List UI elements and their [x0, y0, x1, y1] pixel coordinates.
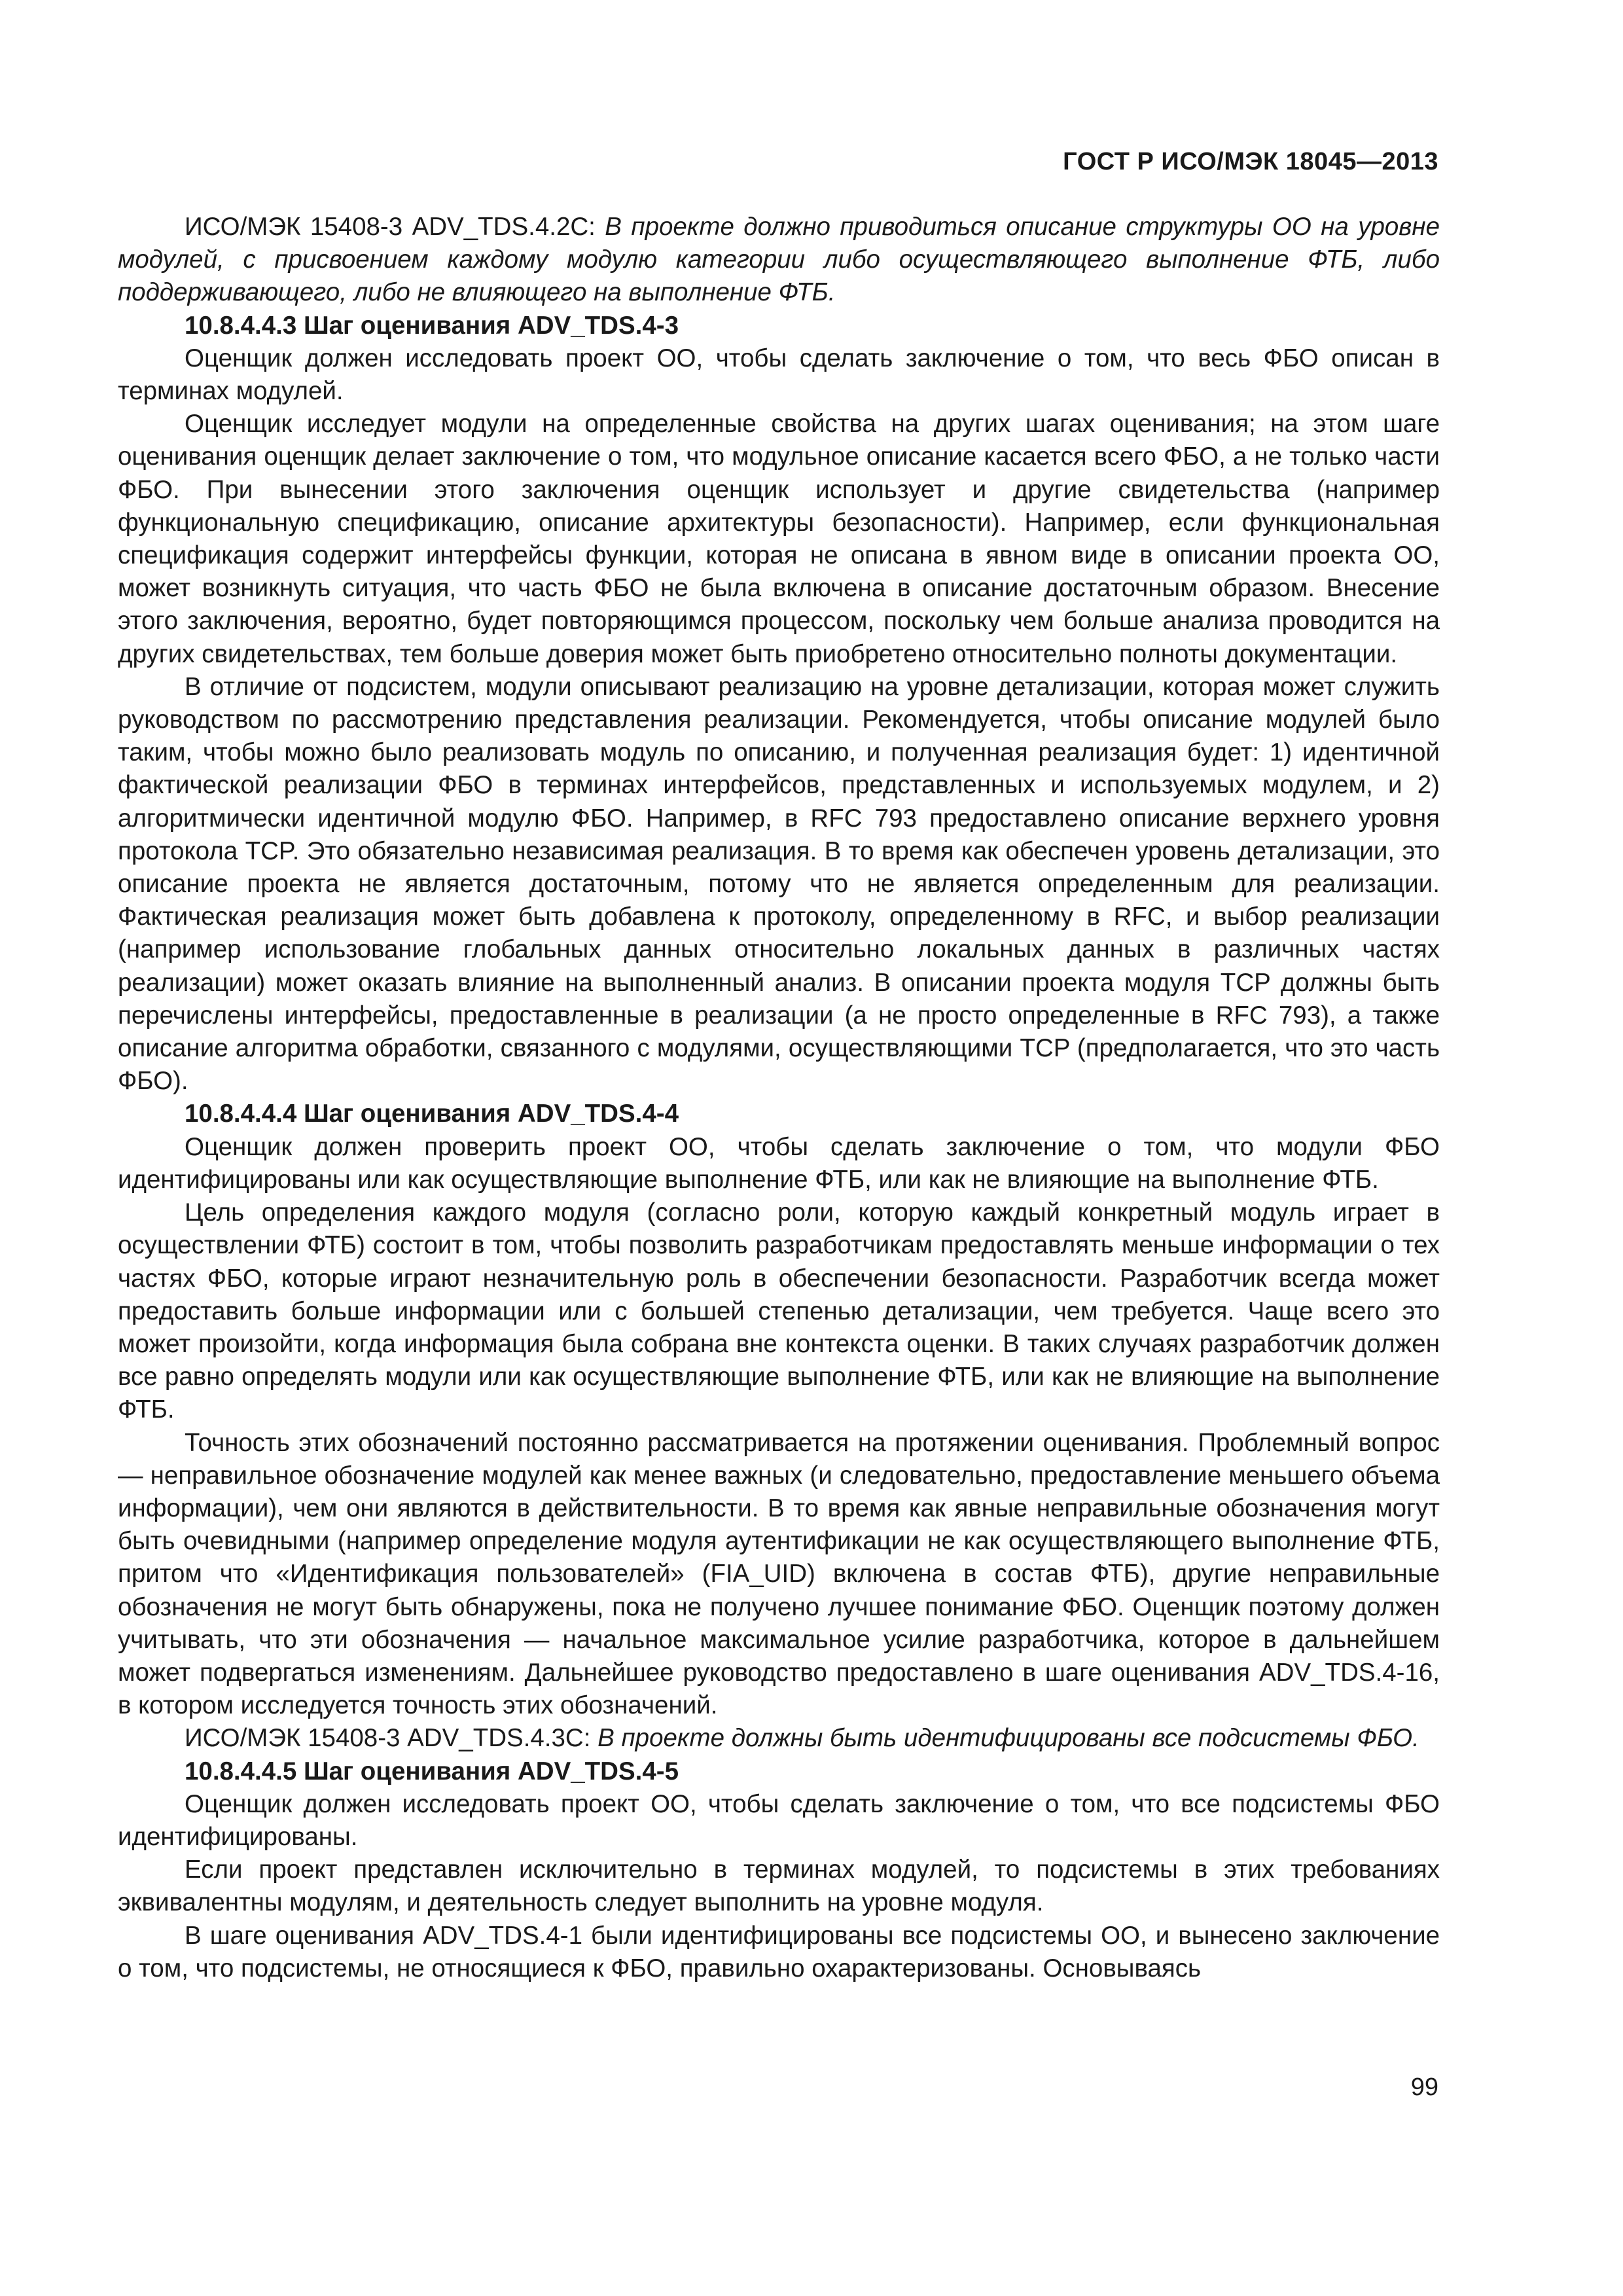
document-body [118, 211, 1440, 1985]
text-run: В отличие от подсистем, модули описывают реализацию на уровне детализации, которая может служить руководством по рассмотрению представления реализации. Рекомендуется, чтобы описание модулей было таким, чтобы можно было реализовать модуль по описанию, и полученная реализация будет: 1) идентичной фактической реализации ФБО в терминах интерфейсов, представленных и используемых модулем, и 2) алгоритмически идентичной модулю ФБО. Например, в RFC 793 предоставлено описание верхнего уровня протокола TCP. Это обязательно независимая реализация. В то время как обеспечен уровень детализации, это описание проекта не является достаточным, потому что не является определенным для реализации. Фактическая реализация может быть добавлена к протоколу, определенному в RFC, и выбор реализации (например использование глобальных данных относительно локальных данных в различных частях реализации) может оказать влияние на выполненный анализ. В описании проекта модуля TCP должны быть перечислены интерфейсы, предоставленные в реализации (а не просто определенные в RFC 793), а также описание алгоритма обработки, связанного с модулями, осуществляющими TCP (предполагается, что это часть ФБО). [118, 672, 1440, 1096]
paragraph [118, 671, 1440, 1098]
text-run: Оценщик должен проверить проект ОО, чтобы сделать заключение о том, что модули ФБО идентифицированы или как осуществляющие выполнение ФТБ, или как не влияющие на выполнение ФТБ. [118, 1132, 1440, 1194]
italic-text: В проекте должно приводиться описание структуры ОО на уровне модулей, с присвоением каждому модулю категории либо осуществляющего выполнение ФТБ, либо поддерживающего, либо не влияющего на выполнение ФТБ. [118, 213, 1440, 307]
paragraph [118, 1920, 1440, 1985]
text-run: Если проект представлен исключительно в терминах модулей, то подсистемы в этих требованиях эквивалентны модулям, и деятельность следует выполнить на уровне модуля. [118, 1856, 1440, 1917]
text-run: ИСО/МЭК 15408-3 ADV_TDS.4.2C: [185, 213, 605, 241]
text-run: 10.8.4.4.3 Шаг оценивания ADV_TDS.4-3 [185, 311, 679, 340]
paragraph [118, 408, 1440, 671]
paragraph [118, 211, 1440, 310]
text-run: ИСО/МЭК 15408-3 ADV_TDS.4.3C: [185, 1724, 598, 1753]
paragraph [118, 1722, 1440, 1755]
text-run: 10.8.4.4.4 Шаг оценивания ADV_TDS.4-4 [185, 1100, 679, 1128]
text-run: Цель определения каждого модуля (согласно роли, которую каждый конкретный модуль играет в осуществлении ФТБ) состоит в том, чтобы позволить разработчикам предоставлять меньше информации о тех частях ФБО, которые играют незначительную роль в обеспечении безопасности. Разработчик всегда может предоставить больше информации или с большей степенью детализации, чем требуется. Чаще всего это может произойти, когда информация была собрана вне контекста оценки. В таких случаях разработчик должен все равно определять модули или как осуществляющие выполнение ФТБ, или как не влияющие на выполнение ФТБ. [118, 1198, 1440, 1424]
section-heading [118, 1755, 1440, 1788]
text-run: Оценщик должен исследовать проект ОО, чтобы сделать заключение о том, что весь ФБО описан в терминах модулей. [118, 344, 1440, 406]
paragraph [118, 1196, 1440, 1426]
section-heading [118, 1098, 1440, 1130]
text-run: Точность этих обозначений постоянно рассматривается на протяжении оценивания. Проблемный вопрос — неправильное обозначение модулей как менее важных (и следовательно, предоставление меньшего объема информации), чем они являются в действительности. В то время как явные неправильные обозначения могут быть очевидными (например определение модуля аутентификации не как осуществляющего выполнение ФТБ, притом что «Идентификация пользователей» (FIA_UID) включена в состав ФТБ), другие неправильные обозначения не могут быть обнаружены, пока не получено лучшее понимание ФБО. Оценщик поэтому должен учитывать, что эти обозначения — начальное максимальное усилие разработчика, которое в дальнейшем может подвергаться изменениям. Дальнейшее руководство предоставлено в шаге оценивания ADV_TDS.4-16, в котором исследуется точность этих обозначений. [118, 1428, 1440, 1720]
section-heading [118, 310, 1440, 342]
page-number: 99 [1410, 2073, 1438, 2101]
paragraph [118, 1131, 1440, 1196]
document-header: ГОСТ Р ИСО/МЭК 18045—2013 [1063, 148, 1438, 175]
paragraph [118, 1427, 1440, 1723]
paragraph [118, 1854, 1440, 1919]
text-run: Оценщик должен исследовать проект ОО, чтобы сделать заключение о том, что все подсистемы ФБО идентифицированы. [118, 1789, 1440, 1851]
text-run: В шаге оценивания ADV_TDS.4-1 были идентифицированы все подсистемы ОО, и вынесено заключение о том, что подсистемы, не относящиеся к ФБО, правильно охарактеризованы. Основываясь [118, 1921, 1440, 1982]
italic-text: В проекте должны быть идентифицированы все подсистемы ФБО. [597, 1724, 1419, 1753]
paragraph [118, 1788, 1440, 1854]
text-run: Оценщик исследует модули на определенные свойства на других шагах оценивания; на этом шаге оценивания оценщик делает заключение о том, что модульное описание касается всего ФБО, а не только части ФБО. При вынесении этого заключения оценщик использует и другие свидетельства (например функциональную спецификацию, описание архитектуры безопасности). Например, если функциональная спецификация содержит интерфейсы функции, которая не описана в явном виде в описании проекта ОО, может возникнуть ситуация, что часть ФБО не была включена в описание достаточным образом. Внесение этого заключения, вероятно, будет повторяющимся процессом, поскольку чем больше анализа проводится на других свидетельствах, тем больше доверия может быть приобретено относительно полноты документации. [118, 410, 1440, 668]
paragraph [118, 342, 1440, 408]
text-run: 10.8.4.4.5 Шаг оценивания ADV_TDS.4-5 [185, 1757, 679, 1785]
